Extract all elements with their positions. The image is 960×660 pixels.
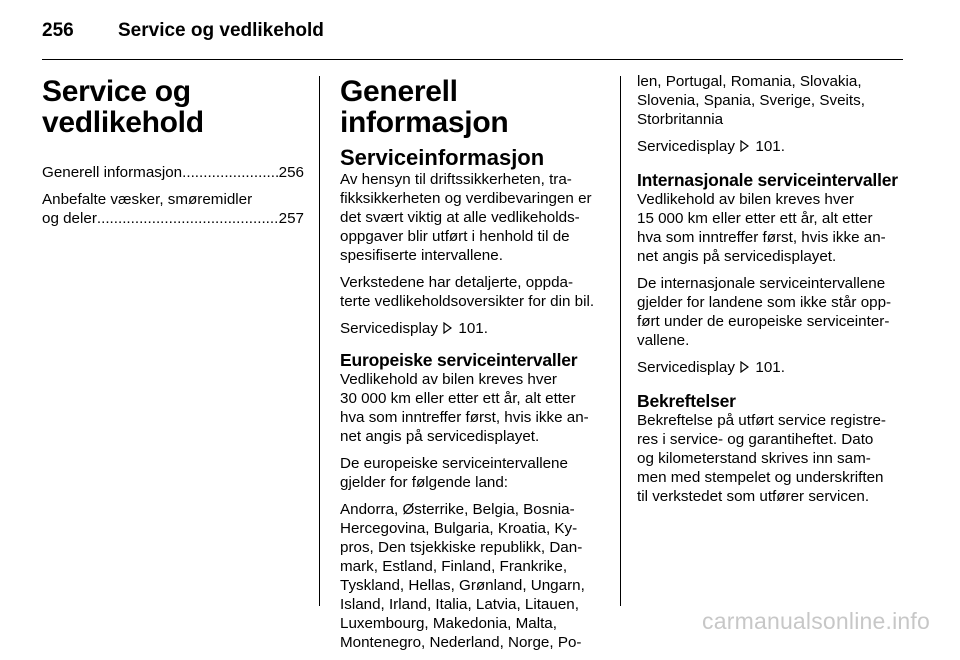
subsection-title: Serviceinformasjon (340, 145, 545, 170)
cross-reference[interactable]: Servicedisplay 101. (340, 320, 488, 337)
cross-reference[interactable]: Servicedisplay 101. (637, 138, 785, 155)
chapter-title: Service og vedlikehold (42, 75, 204, 139)
toc-leader-dots (182, 163, 279, 182)
running-section-title: Service og vedlikehold (118, 20, 324, 41)
page-reference-icon (443, 322, 452, 334)
international-paragraph-2: De internasjonale serviceintervallene gjelder for landene som ikke står opp- ført under de europeiske serviceinter- vallene. (637, 275, 892, 349)
european-paragraph-2: De europeiske serviceintervallene gjelder for følgende land: (340, 455, 568, 491)
toc-column (42, 72, 304, 236)
toc-entry-fluids[interactable] (42, 190, 304, 228)
content-column-1 (340, 72, 606, 660)
toc-entry-label: Anbefalte væsker, smøremidler (42, 191, 253, 208)
section-title: Generell informasjon (340, 75, 509, 139)
european-paragraph-1: Vedlikehold av bilen kreves hver 30 000 km eller etter ett år, alt etter hva som inntreffer først, hvis ikke an- net angis på servicedisplayet. (340, 371, 589, 445)
international-intervals-heading: Internasjonale serviceintervaller (637, 170, 898, 190)
content-column-2 (637, 72, 905, 514)
confirmations-heading: Bekreftelser (637, 391, 736, 411)
watermark: carmanualsonline.info (702, 608, 930, 634)
country-list: Andorra, Østerrike, Belgia, Bosnia- Hercegovina, Bulgaria, Kroatia, Ky- pros, Den tsjekkiske republikk, Dan- mark, Estland, Finland, Frankrike, Tyskland, Hellas, Grønland, Ungarn, Island, Irland, Italia, Latvia, Litauen, Luxembourg, Makedonia, Malta, Montenegro, Nederland, Norge, Po- (340, 501, 585, 651)
column-divider-2 (620, 76, 621, 606)
european-intervals-heading: Europeiske serviceintervaller (340, 350, 578, 370)
column-divider-1 (319, 76, 320, 606)
toc-entry-page: 256 (278, 164, 304, 181)
country-list-continued: len, Portugal, Romania, Slovakia, Slovenia, Spania, Sverige, Sveits, Storbritannia (637, 73, 865, 128)
toc-leader-dots (97, 209, 279, 228)
cross-reference[interactable]: Servicedisplay 101. (637, 359, 785, 376)
toc-entry-general-info[interactable] (42, 163, 304, 182)
page-reference-icon (740, 140, 749, 152)
international-paragraph-1: Vedlikehold av bilen kreves hver 15 000 km eller etter ett år, alt etter hva som inntreffer først, hvis ikke an- net angis på servicedisplayet. (637, 191, 886, 265)
header-rule (42, 59, 903, 60)
page-number: 256 (42, 20, 74, 41)
toc-entry-page: 257 (278, 210, 304, 227)
toc-entry-label: Generell informasjon (42, 164, 183, 181)
toc-entry-label-cont: og deler (42, 210, 97, 227)
workshop-paragraph: Verkstedene har detaljerte, oppda- terte vedlikeholdsoversikter for din bil. (340, 274, 595, 310)
confirmations-paragraph: Bekreftelse på utført service registre- res i service- og garantiheftet. Dato og kilometerstand skrives inn sam- men med stempelet og underskriften til verkstedet som utfører servicen. (637, 412, 886, 505)
intro-paragraph: Av hensyn til driftssikkerheten, tra- fikksikkerheten og verdibevaringen er det svært viktig at alle vedlikeholds- oppgaver blir utført i henhold til de spesifiserte intervallene. (340, 171, 592, 264)
page-reference-icon (740, 361, 749, 373)
